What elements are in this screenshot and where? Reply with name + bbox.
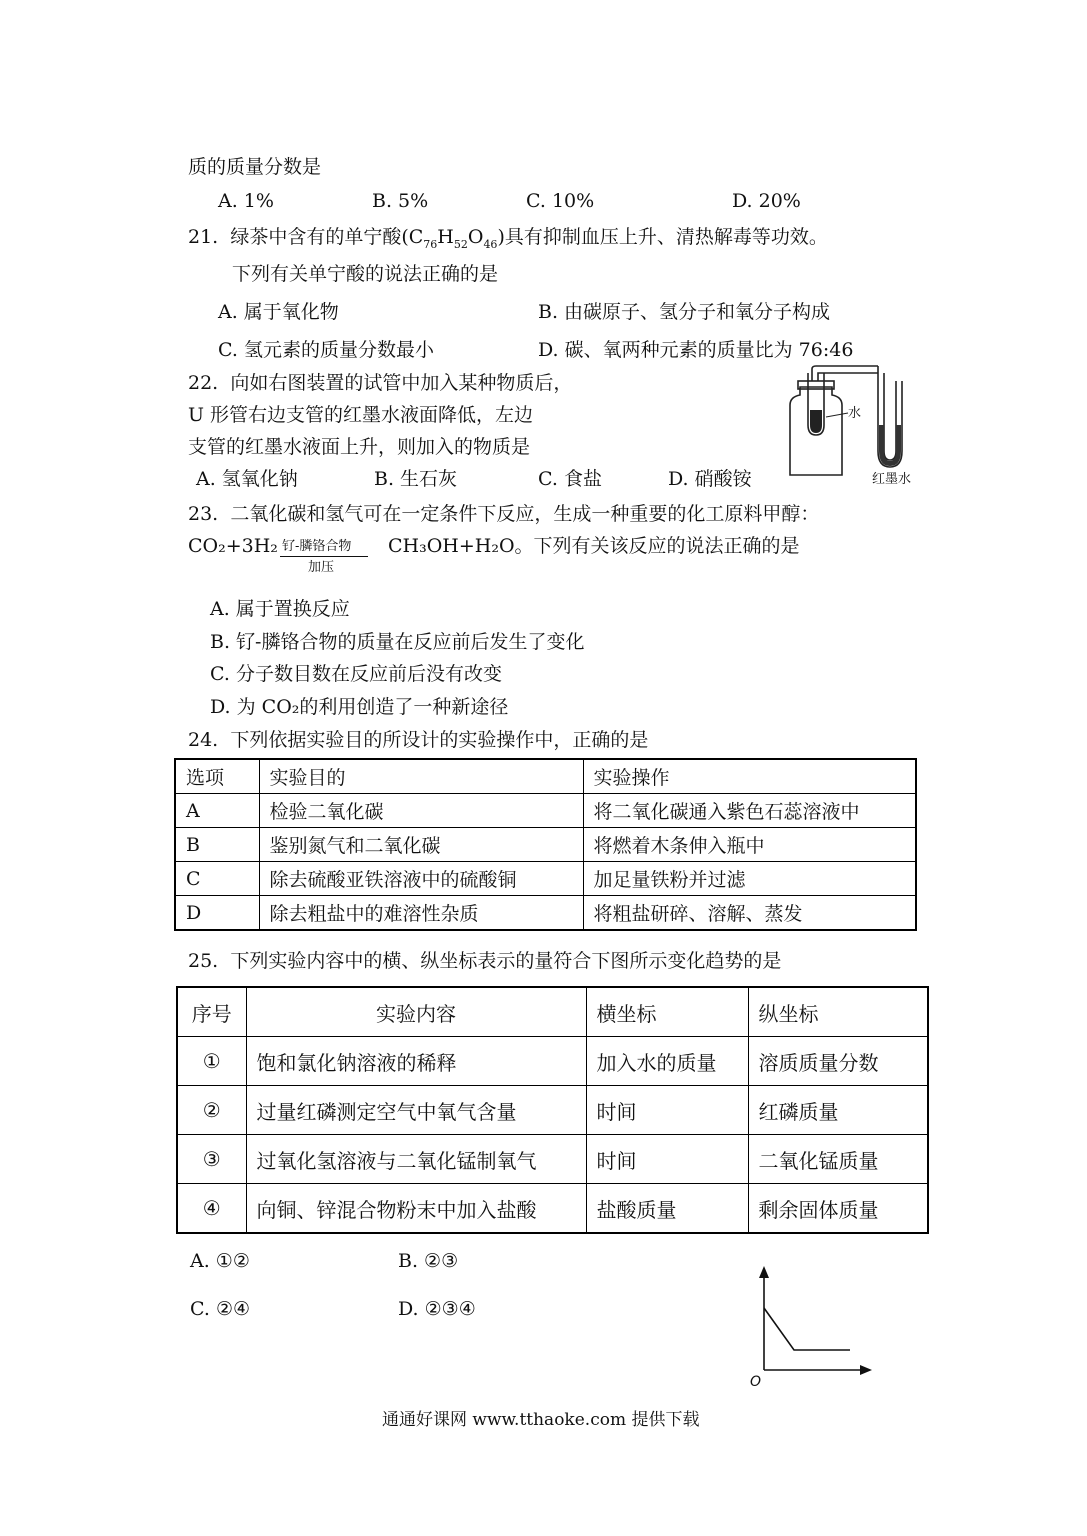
q25-option-b: B. ②③ xyxy=(398,1250,459,1272)
table-cell: ③ xyxy=(177,1135,246,1184)
graph-x-arrow xyxy=(860,1365,872,1375)
table-cell: 时间 xyxy=(586,1135,748,1184)
table-cell: A xyxy=(175,794,259,828)
table-cell: 饱和氯化钠溶液的稀释 xyxy=(246,1037,586,1086)
table-header-cell: 实验目的 xyxy=(259,759,583,794)
table-cell: 时间 xyxy=(586,1086,748,1135)
q20-option-b: B. 5% xyxy=(372,190,429,212)
q22-label-water: 水 xyxy=(848,406,862,421)
table-cell: 检验二氧化碳 xyxy=(259,794,583,828)
table-cell: D xyxy=(175,896,259,931)
table-cell: C xyxy=(175,862,259,896)
q24-table xyxy=(174,758,917,931)
table-cell: 将二氧化碳通入紫色石蕊溶液中 xyxy=(583,794,916,828)
q23-eq-left: CO₂+3H₂ xyxy=(188,535,278,557)
q20-option-a: A. 1% xyxy=(218,190,274,212)
table-cell: B xyxy=(175,828,259,862)
q25-stem: 25. 下列实验内容中的横、纵坐标表示的量符合下图所示变化趋势的是 xyxy=(188,950,782,972)
q22-option-c: C. 食盐 xyxy=(538,468,602,490)
q25-table xyxy=(176,986,929,1234)
table-row xyxy=(177,1086,928,1135)
table-cell: 将燃着木条伸入瓶中 xyxy=(583,828,916,862)
table-row xyxy=(175,828,916,862)
table-cell: 将粗盐研碎、溶解、蒸发 xyxy=(583,896,916,931)
table-header-cell: 纵坐标 xyxy=(748,987,928,1037)
table-cell: 向铜、锌混合物粉末中加入盐酸 xyxy=(246,1184,586,1234)
q23-option-b: B. 钌-膦铬合物的质量在反应前后发生了变化 xyxy=(210,631,585,653)
q23-catalyst: 钌-膦铬合物 xyxy=(282,539,352,554)
q23-option-d: D. 为 CO₂的利用创造了一种新途径 xyxy=(210,696,509,718)
table-cell: 加入水的质量 xyxy=(586,1037,748,1086)
q21-stem xyxy=(188,228,828,250)
table-row xyxy=(177,1184,928,1234)
table-row xyxy=(175,896,916,931)
q23-stem: 23. 二氧化碳和氢气可在一定条件下反应，生成一种重要的化工原料甲醇： xyxy=(188,503,820,525)
graph-trend-line xyxy=(764,1308,850,1350)
table-header-cell: 选项 xyxy=(175,759,259,794)
page-footer: 通通好课网 www.tthaoke.com 提供下载 xyxy=(382,1410,700,1430)
q23-option-c: C. 分子数目数在反应前后没有改变 xyxy=(210,663,502,685)
q21-option-b: B. 由碳原子、氢分子和氧分子构成 xyxy=(538,301,831,323)
q21-option-d: D. 碳、氧两种元素的质量比为 76:46 xyxy=(538,339,854,361)
q22-line2: U 形管右边支管的红墨水液面降低，左边 xyxy=(188,404,534,426)
q21-option-a: A. 属于氧化物 xyxy=(218,301,339,323)
q22-line3: 支管的红墨水液面上升，则加入的物质是 xyxy=(188,436,531,458)
q23-number: 23. xyxy=(188,503,219,525)
q25-option-c: C. ②④ xyxy=(190,1298,251,1320)
table-cell: 溶质质量分数 xyxy=(748,1037,928,1086)
q24-stem: 24. 下列依据实验目的所设计的实验操作中，正确的是 xyxy=(188,729,649,751)
q25-number: 25. xyxy=(188,950,219,972)
table-cell: 盐酸质量 xyxy=(586,1184,748,1234)
table-cell: 鉴别氮气和二氧化碳 xyxy=(259,828,583,862)
q20-stem-tail: 质的质量分数是 xyxy=(188,156,322,178)
q21-option-c: C. 氢元素的质量分数最小 xyxy=(218,339,434,361)
q25-option-a: A. ①② xyxy=(190,1250,250,1272)
q23-reaction-arrow xyxy=(280,556,368,557)
table-header-row xyxy=(177,987,928,1037)
q22-option-d: D. 硝酸铵 xyxy=(668,468,752,490)
table-header-cell: 实验操作 xyxy=(583,759,916,794)
q23-eq-right: CH₃OH+H₂O。下列有关该反应的说法正确的是 xyxy=(388,535,800,557)
q22-option-a: A. 氢氧化钠 xyxy=(196,468,298,490)
table-cell: ④ xyxy=(177,1184,246,1234)
q23-option-a: A. 属于置换反应 xyxy=(210,598,350,620)
q22-line1: 22. 向如右图装置的试管中加入某种物质后， xyxy=(188,372,573,394)
q23-condition: 加压 xyxy=(308,560,335,575)
q20-options xyxy=(218,190,838,212)
table-cell: ① xyxy=(177,1037,246,1086)
table-header-cell: 横坐标 xyxy=(586,987,748,1037)
q24-number: 24. xyxy=(188,729,219,751)
q21-stem-before: 绿茶中含有的单宁酸( xyxy=(230,226,409,248)
table-row xyxy=(177,1135,928,1184)
q21-stem-after: )具有抑制血压上升、清热解毒等功效。 xyxy=(497,226,828,248)
q20-option-d: D. 20% xyxy=(732,190,801,212)
table-row xyxy=(175,862,916,896)
table-cell: 红磷质量 xyxy=(748,1086,928,1135)
table-cell: 除去硫酸亚铁溶液中的硫酸铜 xyxy=(259,862,583,896)
q21-stem-line2: 下列有关单宁酸的说法正确的是 xyxy=(232,263,499,285)
graph-origin-label: O xyxy=(750,1374,762,1390)
table-cell: ② xyxy=(177,1086,246,1135)
table-cell: 剩余固体质量 xyxy=(748,1184,928,1234)
table-header-row xyxy=(175,759,916,794)
table-cell: 加足量铁粉并过滤 xyxy=(583,862,916,896)
table-cell: 二氧化锰质量 xyxy=(748,1135,928,1184)
q25-trend-graph xyxy=(740,1262,880,1392)
q22-option-b: B. 生石灰 xyxy=(374,468,458,490)
q22-label-red-ink: 红墨水 xyxy=(872,472,912,487)
q22-apparatus-figure xyxy=(780,365,930,490)
table-cell: 过量红磷测定空气中氧气含量 xyxy=(246,1086,586,1135)
q21-formula: $C_{76}H_{52}O_{46}$ xyxy=(408,226,498,251)
graph-y-arrow xyxy=(759,1266,769,1278)
table-cell: 过氧化氢溶液与二氧化锰制氧气 xyxy=(246,1135,586,1184)
q20-option-c: C. 10% xyxy=(526,190,595,212)
table-row xyxy=(177,1037,928,1086)
q25-option-d: D. ②③④ xyxy=(398,1298,476,1320)
table-header-cell: 序号 xyxy=(177,987,246,1037)
table-row xyxy=(175,794,916,828)
table-cell: 除去粗盐中的难溶性杂质 xyxy=(259,896,583,931)
table-header-cell: 实验内容 xyxy=(246,987,586,1037)
q21-number: 21. xyxy=(188,226,219,248)
q22-number: 22. xyxy=(188,372,219,394)
